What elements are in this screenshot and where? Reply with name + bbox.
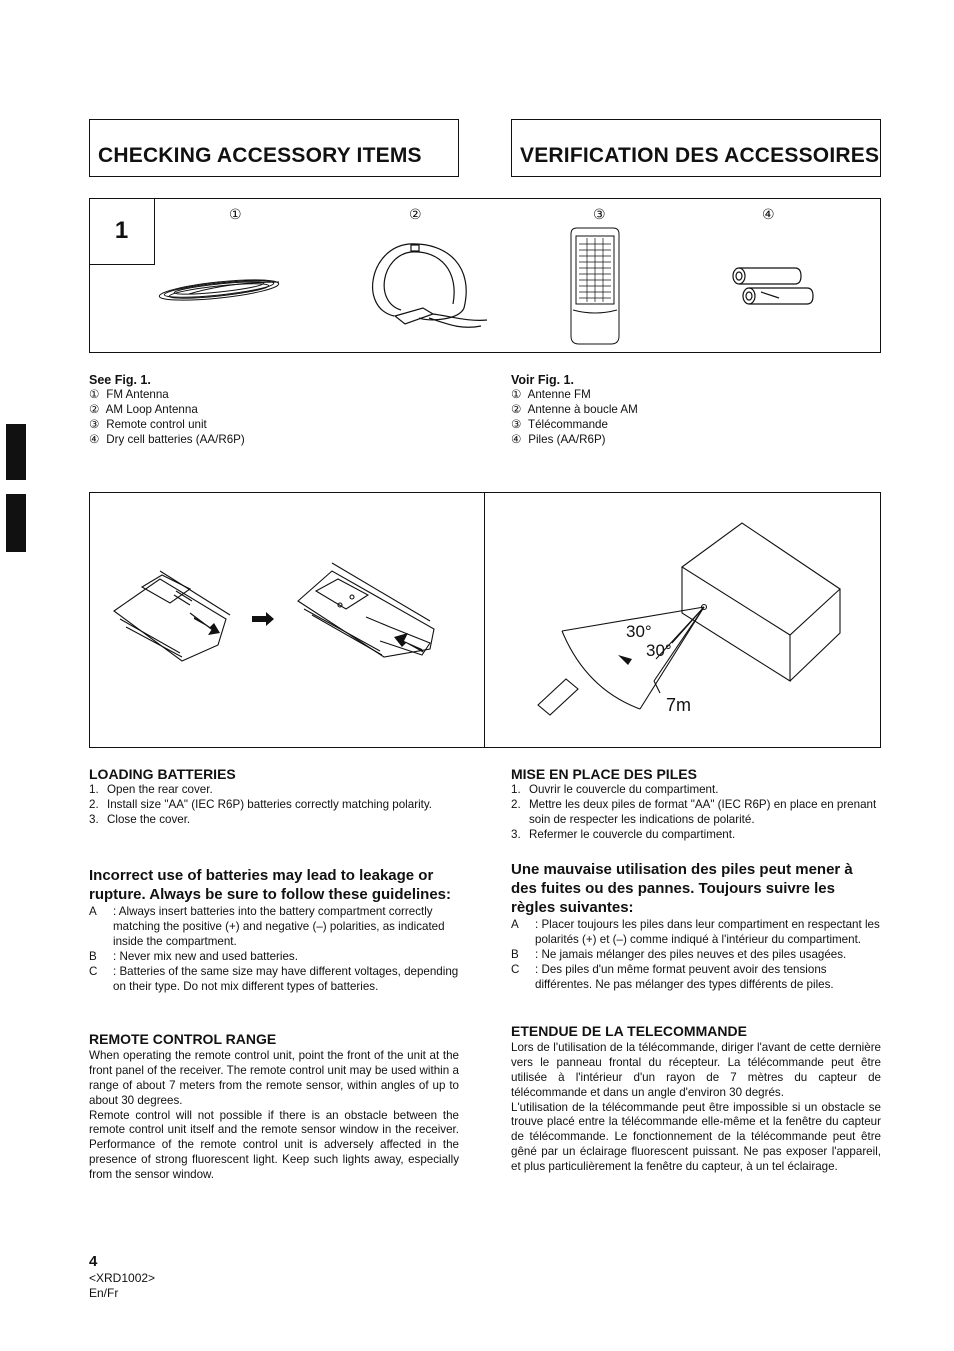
list-item: ① Antenne FM <box>511 387 591 401</box>
model-code: <XRD1002> <box>89 1271 156 1285</box>
list-item: C : Des piles d'un même format peuvent avoir des tensions différentes. Ne pas mélanger des types différents de piles. <box>511 962 834 991</box>
angle-label-1: 30° <box>626 622 652 641</box>
list-item: ① FM Antenna <box>89 387 169 401</box>
battery-warning-en <box>89 866 459 994</box>
page-footer <box>89 1253 155 1301</box>
fm-antenna-image <box>158 276 279 304</box>
list-item: ③ Remote control unit <box>89 417 207 431</box>
warning-title: Une mauvaise utilisation des piles peut mener à des fuites ou des pannes. Toujours suivre les règles suivantes: <box>511 861 853 916</box>
item-number: ③ <box>593 206 606 222</box>
list-item: 3. Refermer le couvercle du compartiment. <box>511 827 736 841</box>
item-number: ② <box>409 206 422 222</box>
side-tab-mark <box>6 494 26 552</box>
distance-label: 7m <box>666 695 692 715</box>
list-item: B : Never mix new and used batteries. <box>89 949 298 963</box>
list-item: ② Antenne à boucle AM <box>511 402 638 416</box>
paragraph: Remote control will not possible if there is an obstacle between the remote control unit itself and the remote sensor window in the receiver. Performance of the remote control unit is adversely affected in the presence of strong fluorescent light. Keep such lights away, especially from the sensor window. <box>89 1108 459 1182</box>
remote-range-fr <box>511 1024 881 1175</box>
list-item: ④ Dry cell batteries (AA/R6P) <box>89 432 245 446</box>
list-item: B : Ne jamais mélanger des piles neuves et des piles usagées. <box>511 947 847 961</box>
paragraph: Lors de l'utilisation de la télécommande, diriger l'avant de cette dernière vers le panneau frontal du récepteur. La télécommande peut être utilisée à l'intérieur d'un rayon de 7 mètres du capteur de télécommande et dans un angle d'environ 30 degrés. <box>511 1040 881 1099</box>
section-title: LOADING BATTERIES <box>89 766 236 782</box>
language-code: En/Fr <box>89 1286 119 1300</box>
section-title: ETENDUE DE LA TELECOMMANDE <box>511 1023 747 1039</box>
battery-loading-illustration <box>90 493 484 747</box>
header-title: CHECKING ACCESSORY ITEMS <box>98 144 422 167</box>
see-fig-label: Voir Fig. 1. <box>511 373 574 387</box>
list-item: A : Always insert batteries into the battery compartment correctly matching the positive (+) and negative (–) polarities, as indicated inside the compartment. <box>89 905 445 948</box>
list-item: 2. Install size "AA" (IEC R6P) batteries correctly matching polarity. <box>89 797 433 811</box>
item-number: ① <box>229 206 242 222</box>
batteries-image <box>733 268 813 304</box>
list-item: 1. Open the rear cover. <box>89 782 213 796</box>
section-header-en <box>89 119 459 177</box>
remote-control-image <box>571 228 619 344</box>
list-item: ④ Piles (AA/R6P) <box>511 432 606 446</box>
paragraph: L'utilisation de la télécommande peut être impossible si un obstacle se trouve placé entre la télécommande elle-même et la fenêtre du capteur de télécommande. Le fonctionnement de la télécommande peut être gêné par un éclairage fluorescent puissant. Ne pas exposer l'appareil, et plus particulièrement la fenêtre du capteur, à un tel éclairage. <box>511 1100 881 1174</box>
list-item: ② AM Loop Antenna <box>89 402 198 416</box>
accessory-list-fr <box>511 373 871 448</box>
loading-batteries-en <box>89 767 459 828</box>
list-item: 1. Ouvrir le couvercle du compartiment. <box>511 782 719 796</box>
list-item: C : Batteries of the same size may have different voltages, depending on their type. Do not mix different types of batteries. <box>89 964 459 993</box>
list-item: 3. Close the cover. <box>89 812 191 826</box>
remote-range-en <box>89 1032 459 1183</box>
side-tab-mark <box>6 424 26 480</box>
battery-warning-fr <box>511 860 881 993</box>
header-title: VERIFICATION DES ACCESSOIRES <box>520 144 880 167</box>
section-title: REMOTE CONTROL RANGE <box>89 1031 277 1047</box>
section-header-fr <box>511 119 881 177</box>
am-loop-antenna-image <box>373 244 487 327</box>
angle-label-2: 30° <box>646 641 672 660</box>
item-number: ④ <box>762 206 775 222</box>
list-item: A : Placer toujours les piles dans leur compartiment en respectant les polarités (+) et (–) comme indiqué à l'intérieur du compartiment. <box>511 918 880 946</box>
loading-batteries-fr <box>511 767 881 843</box>
list-item: ③ Télécommande <box>511 417 608 431</box>
warning-title: Incorrect use of batteries may lead to leakage or rupture. Always be sure to follow these guidelines: <box>89 867 452 903</box>
see-fig-label: See Fig. 1. <box>89 373 151 387</box>
page-number: 4 <box>89 1253 98 1270</box>
figure-divider <box>484 492 485 748</box>
remote-range-illustration <box>486 493 880 747</box>
figure-number: 1 <box>89 198 155 265</box>
accessory-list-en <box>89 373 449 448</box>
accessory-illustrations <box>89 198 881 353</box>
paragraph: When operating the remote control unit, point the front of the unit at the front panel of the receiver. The remote control unit may be used within a range of about 7 meters from the remote sensor, within angles of up to about 30 degrees. <box>89 1048 459 1107</box>
section-title: MISE EN PLACE DES PILES <box>511 766 697 782</box>
list-item: 2. Mettre les deux piles de format "AA" (IEC R6P) en place en prenant soin de respecter les indications de polarité. <box>511 797 877 826</box>
